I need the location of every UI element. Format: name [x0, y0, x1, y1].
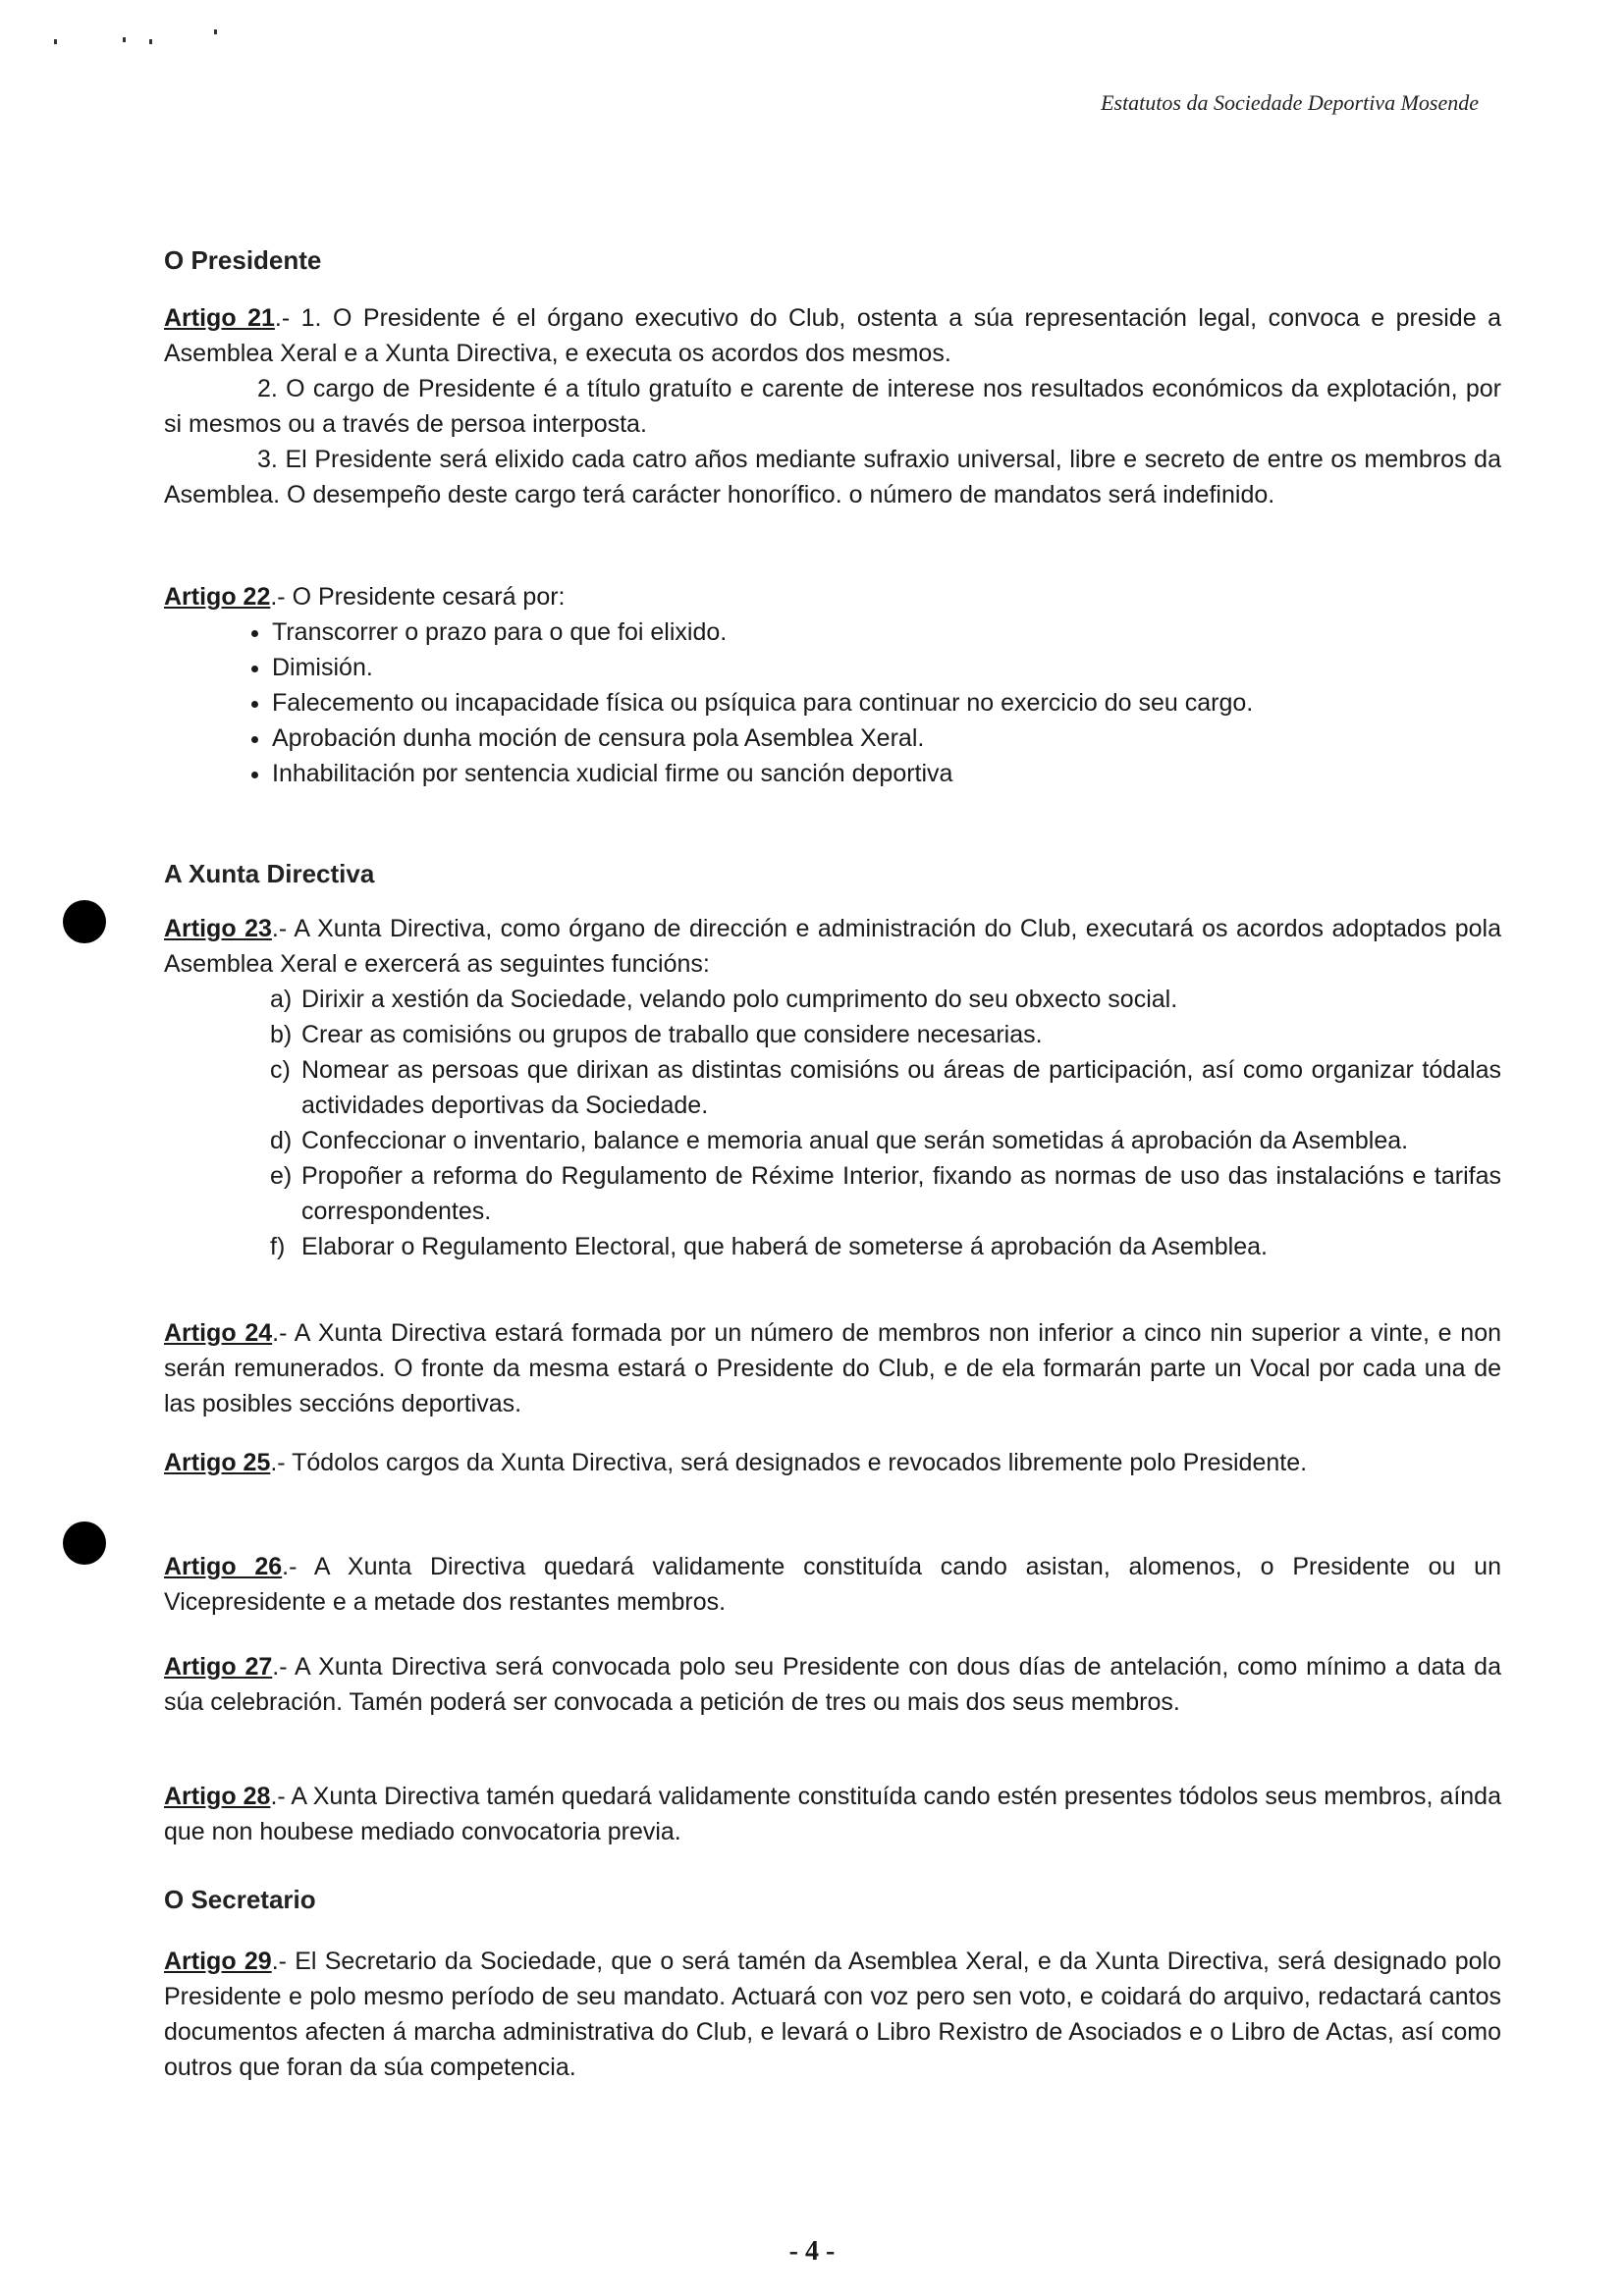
section-heading-xunta: A Xunta Directiva	[164, 859, 375, 888]
article-27	[164, 1649, 1501, 1720]
list-item: • Transcorrer o prazo para o que foi elixido.	[272, 614, 1501, 650]
article-text: .- A Xunta Directiva, como órgano de dirección e administración do Club, executará os acordos adoptados pola Asemblea Xeral e exercerá as seguintes funcións:	[164, 915, 1501, 978]
article-23	[164, 911, 1501, 1264]
article-25	[164, 1445, 1501, 1480]
list-item	[270, 1158, 1501, 1229]
article-label: Artigo 29	[164, 1948, 272, 1975]
list-item: • Inhabilitación por sentencia xudicial firme ou sanción deportiva	[272, 756, 1501, 791]
article-24	[164, 1315, 1501, 1421]
article-text: .- A Xunta Directiva será convocada polo seu Presidente con dous días de antelación, como mínimo a data da súa celebración. Tamén poderá ser convocada a petición de tres ou mais dos seus membros.	[164, 1653, 1501, 1716]
article-paragraph: 3. El Presidente será elixido cada catro años mediante sufraxio universal, libre e secreto de entre os membros da Asemblea. O desempeño deste cargo terá carácter honorífico. o número de mandatos será indefinido.	[164, 446, 1501, 508]
page-number: - 4 -	[788, 2236, 836, 2267]
article-text: .- O Presidente cesará por:	[270, 583, 566, 611]
article-label: Artigo 23	[164, 915, 272, 942]
punch-hole	[63, 900, 106, 943]
article-22	[164, 579, 1501, 791]
scan-speck	[123, 37, 126, 42]
item-letter: d)	[270, 1127, 293, 1154]
list-item: • Aprobación dunha moción de censura pola Asemblea Xeral.	[272, 721, 1501, 756]
article-label: Artigo 28	[164, 1783, 271, 1810]
item-text: Confeccionar o inventario, balance e memoria anual que serán sometidas á aprobación da Asemblea.	[301, 1127, 1409, 1154]
list-item	[270, 1017, 1501, 1052]
item-text: Elaborar o Regulamento Electoral, que haberá de someterse á aprobación da Asemblea.	[301, 1233, 1268, 1260]
article-text: .- A Xunta Directiva estará formada por un número de membros non inferior a cinco nin superior a vinte, e non serán remunerados. O fronte da mesma estará o Presidente do Club, e de ela formarán parte un Vocal por cada una de las posibles seccións deportivas.	[164, 1319, 1501, 1417]
article-26	[164, 1549, 1501, 1620]
punch-hole	[63, 1522, 106, 1565]
bullet-list	[164, 614, 1501, 791]
article-text: .- A Xunta Directiva tamén quedará validamente constituída cando estén presentes tódolos seus membros, aínda que non houbese mediado convocatoria previa.	[164, 1783, 1501, 1845]
article-label: Artigo 22	[164, 583, 271, 611]
article-28	[164, 1779, 1501, 1849]
article-text: .- 1. O Presidente é el órgano executivo do Club, ostenta a súa representación legal, convoca e preside a Asemblea Xeral e a Xunta Directiva, e executa os acordos dos mesmos.	[164, 304, 1501, 367]
list-item	[270, 1052, 1501, 1123]
item-text: Propoñer a reforma do Regulamento de Réxime Interior, fixando as normas de uso das instalacións e tarifas correspondentes.	[301, 1162, 1501, 1225]
item-letter: a)	[270, 986, 293, 1013]
item-text: Crear as comisións ou grupos de traballo que considere necesarias.	[301, 1021, 1043, 1048]
article-29	[164, 1944, 1501, 2085]
item-letter: c)	[270, 1056, 291, 1084]
scan-speck	[54, 39, 57, 44]
article-paragraph: 2. O cargo de Presidente é a título gratuíto e carente de interese nos resultados económicos da explotación, por si mesmos ou a través de persoa interposta.	[164, 375, 1501, 438]
lettered-list	[164, 982, 1501, 1264]
article-21	[164, 300, 1501, 512]
list-item: • Dimisión.	[272, 650, 1501, 685]
article-text: .- El Secretario da Sociedade, que o será tamén da Asemblea Xeral, e da Xunta Directiva, será designado polo Presidente e polo mesmo período de seu mandato. Actuará con voz pero sen voto, e coidará do arquivo, redactará cantos documentos afecten á marcha administrativa do Club, e levará o Libro Rexistro de Asociados e o Libro de Actas, así como outros que foran da súa competencia.	[164, 1948, 1502, 2081]
article-label: Artigo 25	[164, 1449, 271, 1476]
list-item	[270, 1123, 1501, 1158]
list-item: • Falecemento ou incapacidade física ou psíquica para continuar no exercicio do seu cargo.	[272, 685, 1501, 721]
section-heading-presidente: O Presidente	[164, 245, 322, 275]
article-text: .- Tódolos cargos da Xunta Directiva, será designados e revocados libremente polo Presidente.	[270, 1449, 1308, 1476]
scan-speck	[214, 29, 217, 34]
item-text: Dirixir a xestión da Sociedade, velando polo cumprimento do seu obxecto social.	[301, 986, 1178, 1013]
list-item	[270, 1229, 1501, 1264]
item-letter: f)	[270, 1233, 286, 1260]
item-text: Nomear as persoas que dirixan as distintas comisións ou áreas de participación, así como organizar tódalas actividades deportivas da Sociedade.	[301, 1056, 1501, 1119]
article-label: Artigo 21	[164, 304, 275, 332]
scan-speck	[149, 39, 152, 44]
item-letter: e)	[270, 1162, 293, 1190]
item-letter: b)	[270, 1021, 293, 1048]
list-item	[270, 982, 1501, 1017]
running-header: Estatutos da Sociedade Deportiva Mosende	[1101, 90, 1479, 115]
article-label: Artigo 27	[164, 1653, 273, 1681]
section-heading-secretario: O Secretario	[164, 1885, 316, 1914]
article-text: .- A Xunta Directiva quedará validamente constituída cando asistan, alomenos, o Presidente ou un Vicepresidente e a metade dos restantes membros.	[164, 1553, 1501, 1616]
article-label: Artigo 26	[164, 1553, 283, 1580]
article-label: Artigo 24	[164, 1319, 273, 1347]
